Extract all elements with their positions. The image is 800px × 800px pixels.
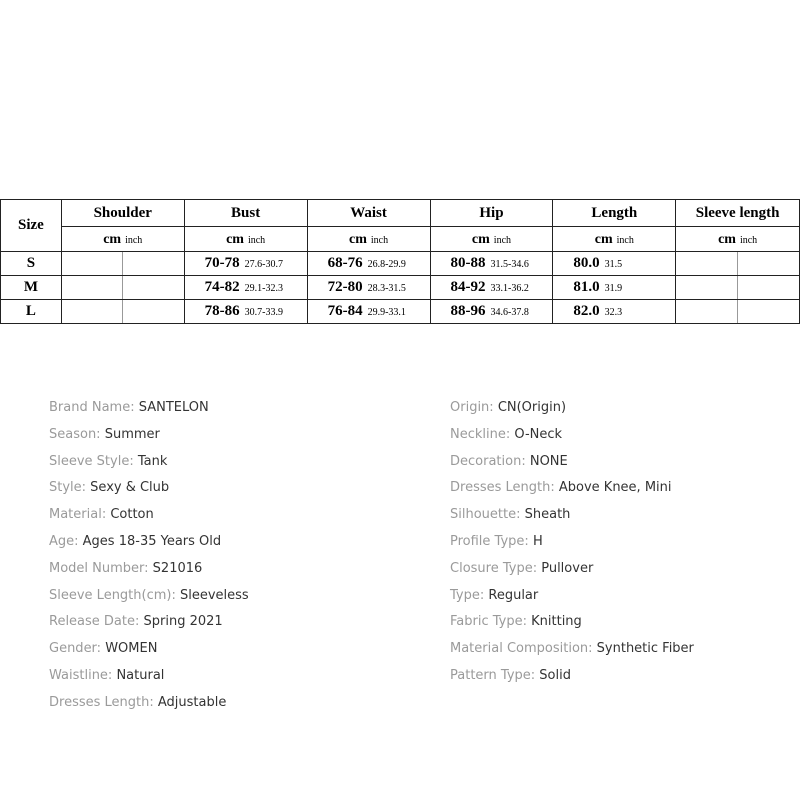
spec-label: Silhouette: <box>450 507 525 523</box>
sleeve-cm-cell <box>676 276 738 300</box>
spec-item <box>450 398 694 425</box>
bust-cell <box>184 252 307 276</box>
spec-label: Brand Name: <box>49 400 139 415</box>
waist-cm-value: 76-84 <box>327 303 363 319</box>
spec-label: Dresses Length: <box>450 480 559 496</box>
waist-cell <box>307 276 430 300</box>
hip-cell <box>430 300 553 324</box>
spec-item <box>49 532 249 559</box>
spec-item <box>49 693 249 720</box>
spec-label: Neckline: <box>450 426 515 442</box>
hip-cell <box>430 252 553 276</box>
spec-item <box>49 398 249 425</box>
spec-item <box>49 612 249 639</box>
spec-value: Spring 2021 <box>143 614 223 630</box>
length-inch-value: 31.5 <box>604 259 623 270</box>
spec-label: Origin: <box>450 400 498 415</box>
spec-item <box>49 505 249 532</box>
spec-value: Solid <box>539 667 571 683</box>
shoulder-cm-cell <box>61 300 122 324</box>
spec-value: Cotton <box>110 507 154 523</box>
spec-item <box>49 639 249 666</box>
spec-item <box>49 425 249 452</box>
sleeve-unit <box>676 227 800 252</box>
size-cell: L <box>1 300 62 324</box>
spec-label: Profile Type: <box>450 533 533 549</box>
spec-value: Tank <box>137 453 168 469</box>
spec-item <box>450 452 694 479</box>
spec-label: Sleeve Style: <box>49 453 138 469</box>
waist-cm-value: 72-80 <box>327 279 363 295</box>
length-unit <box>553 227 676 252</box>
spec-value: O-Neck <box>514 426 563 442</box>
specs-left-column <box>49 398 249 720</box>
shoulder-inch-cell <box>122 300 184 324</box>
hip-inch-value: 31.5-34.6 <box>490 259 529 270</box>
unit-inch: inch <box>247 235 266 246</box>
spec-item <box>450 505 694 532</box>
spec-item <box>49 559 249 586</box>
length-cm-value: 80.0 <box>573 255 600 271</box>
spec-value: Sheath <box>524 507 571 523</box>
bust-inch-value: 30.7-33.9 <box>244 307 283 318</box>
spec-label: Decoration: <box>450 453 530 469</box>
spec-label: Model Number: <box>49 560 153 576</box>
sleeve-cm-cell <box>676 252 738 276</box>
waist-inch-value: 28.3-31.5 <box>367 283 406 294</box>
length-cell <box>553 300 676 324</box>
spec-label: Waistline: <box>49 667 117 683</box>
spec-label: Closure Type: <box>450 560 542 576</box>
spec-item <box>450 425 694 452</box>
sleeve-inch-cell <box>738 276 800 300</box>
hip-cm-value: 88-96 <box>450 303 486 319</box>
unit-inch: inch <box>739 235 758 246</box>
hip-cm-value: 80-88 <box>450 255 486 271</box>
spec-label: Age: <box>49 533 83 549</box>
spec-item <box>49 478 249 505</box>
spec-value: Pullover <box>541 560 594 576</box>
length-cm-value: 81.0 <box>573 279 600 295</box>
spec-value: NONE <box>529 453 568 469</box>
length-cell <box>553 252 676 276</box>
spec-value: Summer <box>104 426 160 442</box>
spec-item <box>450 612 694 639</box>
spec-value: S21016 <box>152 560 203 576</box>
spec-value: WOMEN <box>105 641 158 657</box>
sleeve-inch-cell <box>738 252 800 276</box>
shoulder-inch-cell <box>122 252 184 276</box>
length-inch-value: 31.9 <box>604 283 623 294</box>
hip-unit <box>430 227 553 252</box>
spec-item <box>49 586 249 613</box>
hip-inch-value: 33.1-36.2 <box>490 283 529 294</box>
spec-value: Ages 18-35 Years Old <box>82 533 222 549</box>
bust-inch-value: 27.6-30.7 <box>244 259 283 270</box>
bust-cell <box>184 300 307 324</box>
unit-cm: cm <box>103 232 122 247</box>
spec-value: H <box>532 533 543 549</box>
spec-value: Regular <box>488 587 539 603</box>
spec-value: Sleeveless <box>180 587 249 603</box>
bust-cm-value: 70-78 <box>204 255 240 271</box>
unit-cm: cm <box>348 232 367 247</box>
bust-cell <box>184 276 307 300</box>
spec-label: Sleeve Length(cm): <box>49 587 180 603</box>
spec-label: Material Composition: <box>450 641 597 657</box>
unit-cm: cm <box>594 232 613 247</box>
hip-cm-value: 84-92 <box>450 279 486 295</box>
shoulder-inch-cell <box>122 276 184 300</box>
hip-header: Hip <box>430 200 553 227</box>
spec-label: Dresses Length: <box>49 694 158 710</box>
spec-value: Synthetic Fiber <box>596 641 694 657</box>
size-cell: S <box>1 252 62 276</box>
size-chart-table <box>0 199 800 324</box>
shoulder-header: Shoulder <box>61 200 184 227</box>
waist-cm-value: 68-76 <box>327 255 363 271</box>
shoulder-unit <box>61 227 184 252</box>
length-inch-value: 32.3 <box>604 307 623 318</box>
spec-item <box>450 559 694 586</box>
length-cm-value: 82.0 <box>573 303 600 319</box>
bust-cm-value: 74-82 <box>204 279 240 295</box>
spec-value: Sexy & Club <box>90 480 170 496</box>
sleeve-length-header: Sleeve length <box>676 200 800 227</box>
waist-header: Waist <box>307 200 430 227</box>
waist-inch-value: 29.9-33.1 <box>367 307 406 318</box>
waist-cell <box>307 252 430 276</box>
sleeve-inch-cell <box>738 300 800 324</box>
spec-item <box>49 666 249 693</box>
unit-inch: inch <box>125 235 143 246</box>
spec-value: Adjustable <box>157 694 227 710</box>
waist-cell <box>307 300 430 324</box>
spec-label: Style: <box>49 480 91 496</box>
length-cell <box>553 276 676 300</box>
spec-item <box>450 478 694 505</box>
spec-label: Type: <box>450 587 489 603</box>
spec-item <box>450 666 694 693</box>
specs-right-column <box>450 398 694 693</box>
unit-inch: inch <box>616 235 634 246</box>
bust-unit <box>184 227 307 252</box>
hip-inch-value: 34.6-37.8 <box>490 307 529 318</box>
shoulder-cm-cell <box>61 252 122 276</box>
spec-item <box>49 452 249 479</box>
bust-header: Bust <box>184 200 307 227</box>
spec-value: SANTELON <box>138 400 209 415</box>
spec-label: Material: <box>49 507 111 523</box>
spec-value: Natural <box>116 667 165 683</box>
table-row <box>1 300 800 324</box>
spec-label: Gender: <box>49 641 106 657</box>
spec-value: CN(Origin) <box>497 400 567 415</box>
spec-label: Season: <box>49 426 105 442</box>
shoulder-cm-cell <box>61 276 122 300</box>
spec-label: Fabric Type: <box>450 614 532 630</box>
sleeve-cm-cell <box>676 300 738 324</box>
spec-item <box>450 639 694 666</box>
unit-cm: cm <box>226 232 244 247</box>
table-row <box>1 252 800 276</box>
length-header: Length <box>553 200 676 227</box>
spec-label: Pattern Type: <box>450 667 540 683</box>
bust-inch-value: 29.1-32.3 <box>244 283 283 294</box>
spec-item <box>450 586 694 613</box>
size-table-unit-row <box>1 227 800 252</box>
size-table-header-row <box>1 200 800 227</box>
unit-inch: inch <box>493 235 512 246</box>
unit-cm: cm <box>471 232 490 247</box>
table-row <box>1 276 800 300</box>
waist-inch-value: 26.8-29.9 <box>367 259 406 270</box>
hip-cell <box>430 276 553 300</box>
unit-inch: inch <box>370 235 389 246</box>
size-cell: M <box>1 276 62 300</box>
spec-item <box>450 532 694 559</box>
spec-value: Knitting <box>531 614 582 630</box>
spec-value: Above Knee, Mini <box>558 480 672 496</box>
unit-cm: cm <box>718 232 736 247</box>
bust-cm-value: 78-86 <box>204 303 240 319</box>
spec-label: Release Date: <box>49 614 144 630</box>
waist-unit <box>307 227 430 252</box>
size-header: Size <box>1 200 62 252</box>
